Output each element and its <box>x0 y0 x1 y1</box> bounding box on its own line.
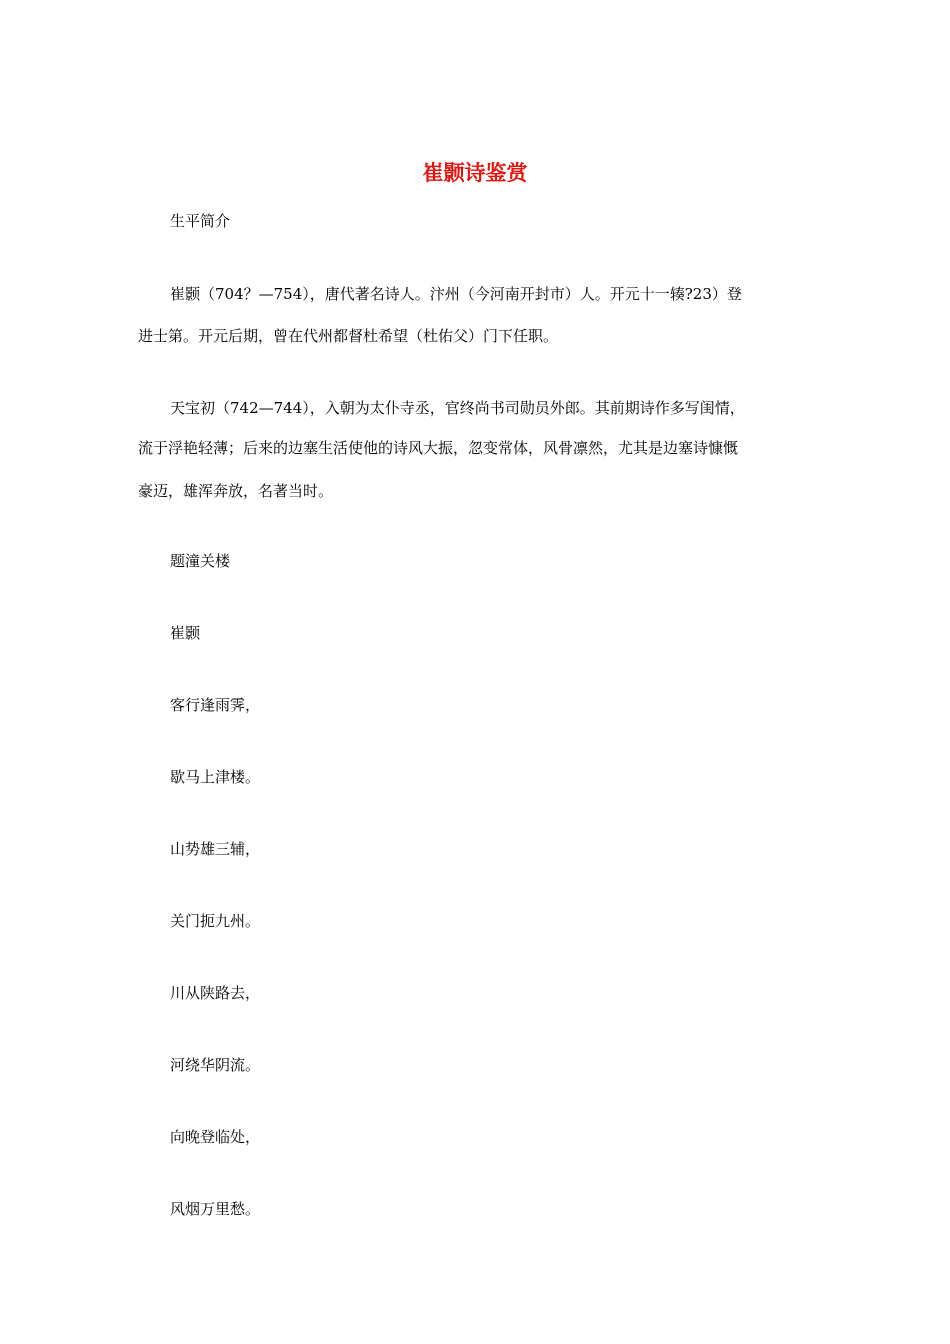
biography-para2-line1: 天宝初（742—744），入朝为太仆寺丞，官终尚书司勋员外郎。其前期诗作多写闺情， <box>170 399 745 417</box>
section-heading: 生平简介 <box>170 212 231 230</box>
poem-line: 川从陕路去， <box>170 984 261 1002</box>
biography-para2-line2: 流于浮艳轻薄；后来的边塞生活使他的诗风大振，忽变常体，风骨凛然，尤其是边塞诗慷慨 <box>138 439 739 457</box>
poem-line: 向晚登临处， <box>170 1128 261 1146</box>
poem-line: 客行逢雨霁， <box>170 696 261 714</box>
poem-line: 风烟万里愁。 <box>170 1200 261 1218</box>
poem-line: 山势雄三辅， <box>170 840 261 858</box>
document-title: 崔颢诗鉴赏 <box>422 161 528 185</box>
biography-para1-line1: 崔颢（704？—754），唐代著名诗人。汴州（今河南开封市）人。开元十一辏?23）登 <box>170 285 742 303</box>
poem-line: 关门扼九州。 <box>170 912 261 930</box>
poem-author: 崔颢 <box>170 624 201 642</box>
poem-title: 题潼关楼 <box>170 552 231 570</box>
poem-line: 河绕华阴流。 <box>170 1056 261 1074</box>
biography-para2-line3: 豪迈，雄浑奔放，名著当时。 <box>138 482 334 500</box>
poem-line: 歇马上津楼。 <box>170 768 261 786</box>
biography-para1-line2: 进士第。开元后期，曾在代州都督杜希望（杜佑父）门下任职。 <box>138 327 559 345</box>
